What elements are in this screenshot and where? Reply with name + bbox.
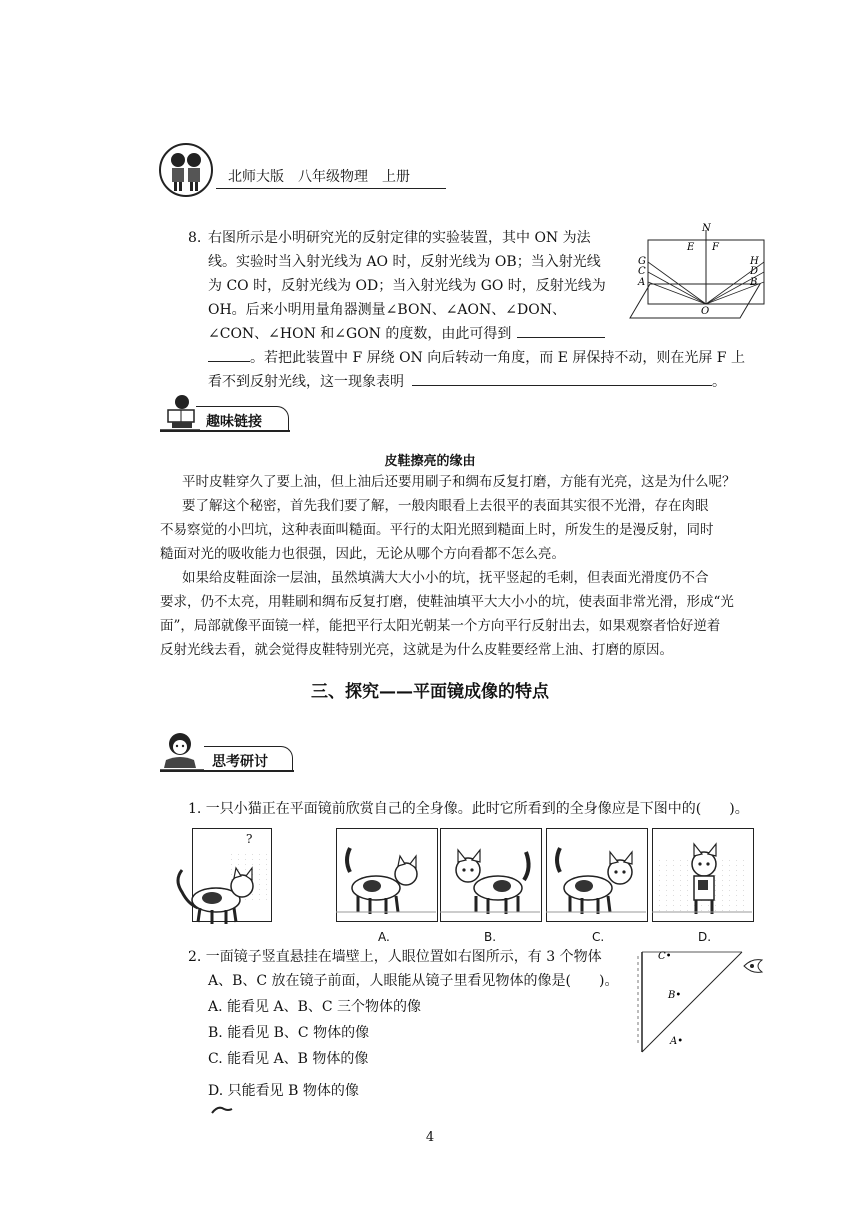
thinking-underline: [160, 770, 294, 772]
q1-text: 1. 一只小猫正在平面镜前欣赏自己的全身像。此时它所看到的全身像应是下图中的( )。: [188, 801, 749, 817]
q8-line-7: [208, 369, 726, 395]
label-N: N: [702, 223, 711, 234]
option-a-label: A.: [378, 930, 390, 944]
q2-choice-a[interactable]: A. 能看见 A、B、C 三个物体的像: [208, 999, 422, 1015]
label-G: G: [638, 256, 646, 267]
cat-scene: [168, 828, 272, 928]
q8-number: 8.: [188, 230, 202, 246]
section-title: 三、探究——平面镜成像的特点: [311, 682, 549, 702]
article-p3-line-4: 反射光线去看，就会觉得皮鞋特别光亮，这就是为什么皮鞋要经常上油、打磨的原因。: [160, 642, 673, 658]
reflection-apparatus-figure: [628, 222, 768, 324]
article-p3-line-3: 面”，局部就像平面镜一样，能把平行太阳光朝某一个方向平行反射出去，如果观察者恰好逆着: [160, 618, 721, 634]
q8-line-7-text: 看不到反射光线，这一现象表明: [208, 374, 404, 390]
header-title: [216, 166, 446, 189]
article-p1-line-1: 平时皮鞋穿久了要上油，但上油后还要用刷子和绸布反复打磨，方能有光亮，这是为什么呢？: [182, 474, 736, 490]
mirror-figure: [636, 946, 768, 1056]
header-logo: [158, 142, 214, 198]
option-c-image[interactable]: [546, 828, 648, 924]
q8-line-5: [208, 321, 605, 347]
option-d-label: D.: [698, 930, 712, 944]
pencil-mark-icon: [210, 1100, 234, 1112]
thinking-icon: [160, 730, 204, 774]
option-b-label: B.: [484, 930, 497, 944]
answer-blank-3[interactable]: [412, 369, 712, 386]
fun-link-banner: [196, 406, 289, 431]
label-F: F: [712, 242, 719, 253]
thinking-banner: [204, 746, 293, 771]
q2-choice-d[interactable]: D. 只能看见 B 物体的像: [208, 1083, 359, 1099]
q8-line-1: 右图所示是小明研究光的反射定律的实验装置，其中 ON 为法: [208, 230, 591, 246]
label-A: A: [638, 277, 646, 288]
q2-line-2: A、B、C 放在镜子前面，人眼能从镜子里看见物体的像是( )。: [208, 973, 619, 989]
q8-line-7-end: 。: [712, 374, 726, 390]
label-H: H: [750, 256, 759, 267]
eye-icon: [744, 960, 762, 973]
label-D: D: [750, 266, 759, 277]
answer-blank-2[interactable]: [208, 345, 250, 362]
fun-link-underline: [160, 430, 290, 432]
thinking-label: 思考研讨: [212, 754, 268, 770]
article-p3-line-1: 如果给皮鞋面涂一层油，虽然填满大大小小的坑，抚平竖起的毛刺，但表面光滑度仍不合: [182, 570, 709, 586]
q2-line-1: 2. 一面镜子竖直悬挂在墙壁上，人眼位置如右图所示，有 3 个物体: [188, 949, 602, 965]
label-O: O: [701, 306, 710, 317]
q8-line-4: OH。后来小明用量角器测量∠BON、∠AON、∠DON、: [208, 302, 566, 318]
q8-line-3: 为 CO 时，反射光线为 OD；当入射光线为 GO 时，反射光线为: [208, 278, 606, 294]
label-E: E: [687, 242, 695, 253]
fun-link-label: 趣味链接: [206, 414, 262, 430]
reading-icon: [160, 392, 200, 434]
article-p3-line-2: 要求，仍不太亮，用鞋刷和绸布反复打磨，使鞋油填平大大小小的坑，使表面非常光滑，形成“光: [160, 594, 734, 610]
q8-line-6-text: 。若把此装置中 F 屏绕 ON 向后转动一角度，而 E 屏保持不动，则在光屏 F 上: [250, 350, 745, 366]
label-A-point: A•: [670, 1036, 684, 1047]
q8-line-6: [208, 345, 745, 371]
header-text: 北师大版 八年级物理 上册: [228, 169, 410, 185]
label-C-point: C•: [658, 951, 672, 962]
option-b-image[interactable]: [440, 828, 542, 924]
q2-choice-c[interactable]: C. 能看见 A、B 物体的像: [208, 1051, 369, 1067]
label-C: C: [638, 266, 646, 277]
article-p2-line-1: 要了解这个秘密，首先我们要了解，一般肉眼看上去很平的表面其实很不光滑，存在肉眼: [182, 498, 709, 514]
article-p2-line-3: 糙面对光的吸收能力也很强，因此，无论从哪个方向看都不怎么亮。: [160, 546, 565, 562]
article-p2-line-2: 不易察觉的小凹坑，这种表面叫糙面。平行的太阳光照到糙面上时，所发生的是漫反射，同时: [160, 522, 714, 538]
option-d-image[interactable]: [652, 828, 756, 924]
page-number: 4: [425, 1130, 435, 1145]
label-B: B: [750, 277, 758, 288]
article-title: 皮鞋擦亮的缘由: [384, 454, 476, 469]
question-mark: ?: [246, 832, 253, 846]
q2-choice-b[interactable]: B. 能看见 B、C 物体的像: [208, 1025, 370, 1041]
label-B-point: B•: [668, 990, 682, 1001]
option-a-image[interactable]: [336, 828, 438, 924]
q8-line-2: 线。实验时当入射光线为 AO 时，反射光线为 OB；当入射光线: [208, 254, 601, 270]
q8-line-5-text: ∠CON、∠HON 和∠GON 的度数，由此可得到: [208, 326, 512, 342]
answer-blank-1[interactable]: [517, 321, 605, 338]
option-c-label: C.: [592, 930, 605, 944]
